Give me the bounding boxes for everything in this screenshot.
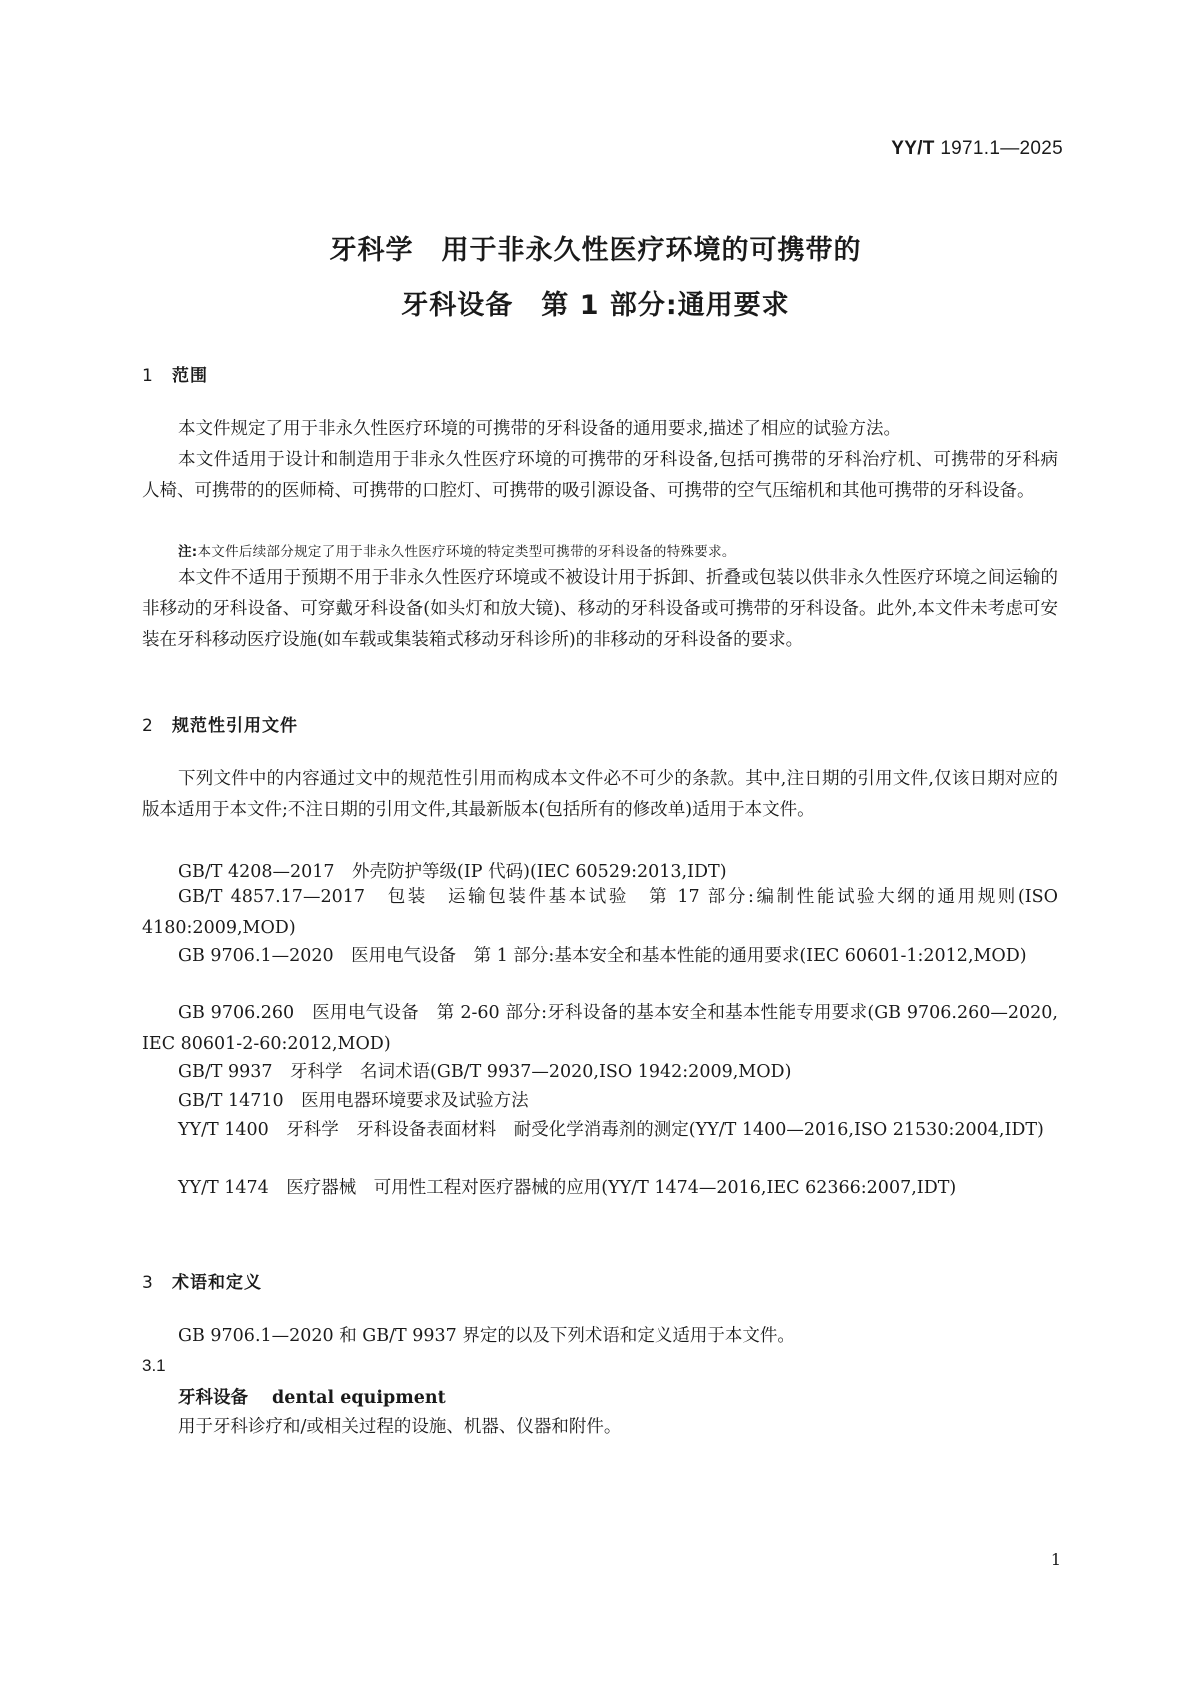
term-definition: 用于牙科诊疗和/或相关过程的设施、机器、仪器和附件。 [178,1417,622,1437]
reference-item: GB 9706.1—2020 医用电气设备 第 1 部分:基本安全和基本性能的通用要求(IEC 60601-1:2012,MOD) [178,946,1027,966]
term-number: 3.1 [142,1356,166,1375]
section-heading-normative-references [142,711,298,736]
scope-note [178,540,736,560]
reference-item: GB/T 4857.17—2017 包装 运输包装件基本试验 第 17 部分:编制性能试验大纲的通用规则(ISO 4180:2009,MOD) [142,887,1058,938]
terms-intro: GB 9706.1—2020 和 GB/T 9937 界定的以及下列术语和定义适用于本文件。 [178,1326,795,1346]
section-title: 规范性引用文件 [172,716,298,736]
reference-item: GB/T 14710 医用电器环境要求及试验方法 [178,1091,529,1111]
standard-number: 1971.1—2025 [940,138,1063,159]
term-english: dental equipment [272,1388,446,1408]
scope-paragraph-2: 本文件适用于设计和制造用于非永久性医疗环境的可携带的牙科设备,包括可携带的牙科治疗机、可携带的牙科病人椅、可携带的的医师椅、可携带的口腔灯、可携带的吸引源设备、可携带的空气压缩机和其他可携带的牙科设备。 [142,450,1058,501]
section-title: 范围 [172,366,208,386]
reference-item: YY/T 1400 牙科学 牙科设备表面材料 耐受化学消毒剂的测定(YY/T 1400—2016,ISO 21530:2004,IDT) [178,1120,1044,1140]
section-number: 3 [142,1273,154,1293]
section-number: 2 [142,716,154,736]
reference-item: YY/T 1474 医疗器械 可用性工程对医疗器械的应用(YY/T 1474—2016,IEC 62366:2007,IDT) [178,1178,957,1198]
standard-code [891,138,1063,160]
page-number: 1 [1050,1550,1061,1569]
note-text: 本文件后续部分规定了用于非永久性医疗环境的特定类型可携带的牙科设备的特殊要求。 [197,544,736,560]
term-chinese: 牙科设备 [178,1388,248,1408]
standard-prefix: YY/T [891,138,935,159]
section-title: 术语和定义 [172,1273,262,1293]
reference-item: GB/T 4208—2017 外壳防护等级(IP 代码)(IEC 60529:2013,IDT) [178,862,727,882]
normative-intro: 下列文件中的内容通过文中的规范性引用而构成本文件必不可少的条款。其中,注日期的引用文件,仅该日期对应的版本适用于本文件;不注日期的引用文件,其最新版本(包括所有的修改单)适用于本文件。 [142,769,1058,820]
scope-paragraph-3: 本文件不适用于预期不用于非永久性医疗环境或不被设计用于拆卸、折叠或包装以供非永久性医疗环境之间运输的非移动的牙科设备、可穿戴牙科设备(如头灯和放大镜)、移动的牙科设备或可携带的牙科设备。此外,本文件未考虑可安装在牙科移动医疗设施(如车载或集装箱式移动牙科诊所)的非移动的牙科设备的要求。 [142,568,1058,650]
document-title-line-1: 牙科学 用于非永久性医疗环境的可携带的 [329,235,862,266]
scope-paragraph-1: 本文件规定了用于非永久性医疗环境的可携带的牙科设备的通用要求,描述了相应的试验方法。 [178,419,902,439]
section-number: 1 [142,366,154,386]
note-label: 注: [178,544,198,560]
section-heading-terms-definitions [142,1268,262,1293]
section-heading-scope [142,361,208,386]
reference-item: GB 9706.260 医用电气设备 第 2-60 部分:牙科设备的基本安全和基本性能专用要求(GB 9706.260—2020, IEC 80601-2-60:2012,MOD) [142,1003,1058,1054]
term-entry [178,1384,446,1409]
document-title-line-2: 牙科设备 第 1 部分:通用要求 [401,290,790,321]
reference-item: GB/T 9937 牙科学 名词术语(GB/T 9937—2020,ISO 1942:2009,MOD) [178,1062,792,1082]
